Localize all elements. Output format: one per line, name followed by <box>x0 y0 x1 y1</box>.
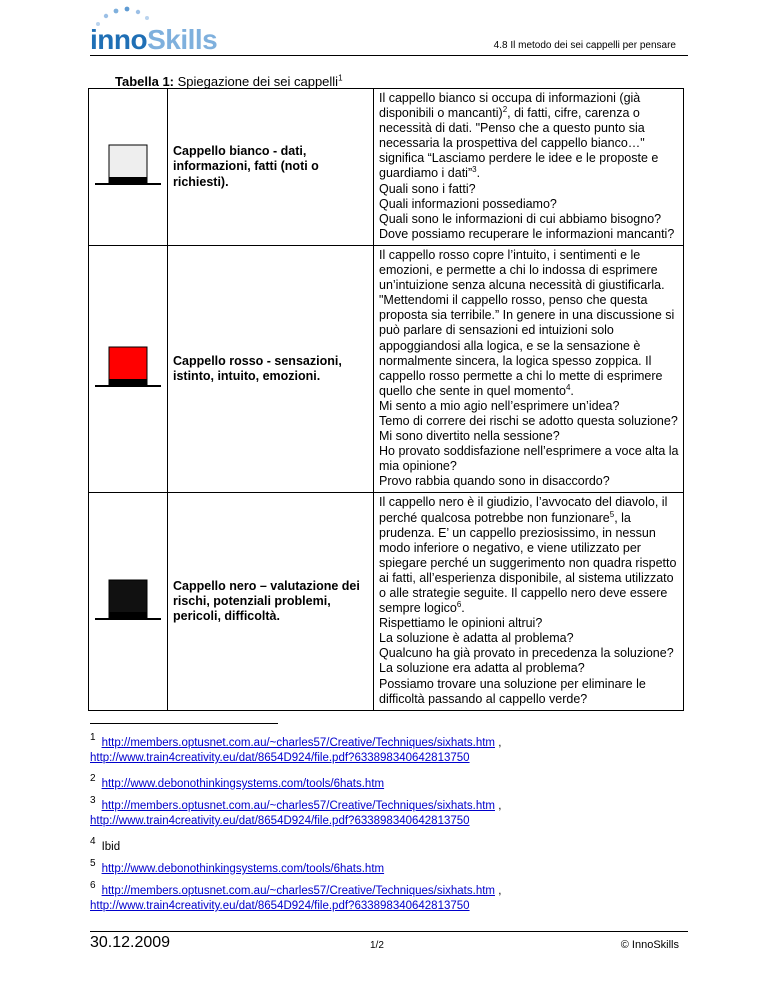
hat-description <box>374 493 684 710</box>
footnote <box>90 732 502 765</box>
footnote-number: 5 <box>90 858 96 869</box>
footnote-link[interactable]: http://www.train4creativity.eu/dat/8654D924/file.pdf?633898340642813750 <box>90 815 470 827</box>
description-text: Il cappello rosso copre l’intuito, i sentimenti e le emozioni, e permette a chi lo indossa di esprimere un’intuizione senza alcuna necessità di giustificarla. "Mettendomi il cappello rosso, penso che questa proposta sia terribile.” In genere in una discussione si può parlare di sensazioni ed intuizioni solo appoggiandosi alla logica, e se la sensazione è normalmente sincera, la logica spesso zoppica. Il cappello rosso permette a chi lo mette di esprimere quello che sente in quel momento <box>379 247 675 398</box>
hat-description <box>374 245 684 493</box>
description-line <box>379 631 679 646</box>
header-divider <box>90 55 688 56</box>
description-line <box>379 444 679 474</box>
description-text: Rispettiamo le opinioni altrui? <box>379 616 543 631</box>
description-text: Il cappello bianco si occupa di informazioni (già disponibili o mancanti) <box>379 91 641 121</box>
footnote-number: 1 <box>90 732 96 743</box>
description-line <box>379 677 679 707</box>
hat-icon <box>93 139 163 191</box>
footnote-ref: 5 <box>609 509 615 519</box>
footnote-ref: 6 <box>456 599 462 609</box>
description-line <box>379 429 679 444</box>
header-section-title: 4.8 Il metodo dei sei cappelli per pensare <box>493 40 676 51</box>
description-text: Mi sento a mio agio nell’esprimere un’idea? <box>379 398 620 413</box>
description-text: Ho provato soddisfazione nell’esprimere a voce alta la mia opinione? <box>379 444 679 474</box>
copyright: © InnoSkills <box>620 939 679 951</box>
description-line <box>379 212 679 227</box>
footnote <box>90 773 385 792</box>
footnote <box>90 858 385 877</box>
caption-footnote-ref: 1 <box>338 73 343 83</box>
footnote <box>90 880 502 913</box>
logo <box>90 26 217 54</box>
footnote-separator: , <box>495 737 502 749</box>
table-caption <box>115 74 343 89</box>
description-text: . <box>461 601 465 616</box>
footnote-text: Ibid <box>101 841 121 853</box>
description-text: Temo di correre dei rischi se adotto questa soluzione? <box>379 413 678 428</box>
footnote-link[interactable]: http://www.debonothinkingsystems.com/tools/6hats.htm <box>101 863 385 875</box>
footnote-divider <box>90 723 278 724</box>
description-text: . <box>476 166 481 181</box>
description-text: La soluzione è adatta al problema? <box>379 631 574 646</box>
footnote-link[interactable]: http://www.train4creativity.eu/dat/8654D924/file.pdf?633898340642813750 <box>90 900 470 912</box>
hat-name: Cappello nero – valutazione dei rischi, potenziali problemi, pericoli, difficoltà. <box>168 493 374 710</box>
description-line <box>379 248 679 399</box>
description-text: Possiamo trovare una soluzione per eliminare le difficoltà passando al cappello verde? <box>379 676 646 706</box>
description-line <box>379 182 679 197</box>
hat-name: Cappello bianco - dati, informazioni, fatti (noti o richiesti). <box>168 89 374 246</box>
hats-table <box>88 88 684 711</box>
description-text: Quali sono i fatti? <box>379 181 476 196</box>
hat-icon <box>93 341 163 393</box>
footnote-number: 3 <box>90 795 96 806</box>
footnote-number: 2 <box>90 773 96 784</box>
footnote-link[interactable]: http://www.debonothinkingsystems.com/tools/6hats.htm <box>101 778 385 790</box>
footnote-separator: , <box>495 885 502 897</box>
hat-icon-cell <box>89 89 168 246</box>
hat-row <box>89 89 684 246</box>
hat-icon-cell <box>89 493 168 710</box>
description-text: Mi sono divertito nella sessione? <box>379 429 560 444</box>
description-text: Quali sono le informazioni di cui abbiamo bisogno? <box>379 211 662 226</box>
description-line <box>379 616 679 631</box>
description-line <box>379 474 679 489</box>
hat-name: Cappello rosso - sensazioni, istinto, intuito, emozioni. <box>168 245 374 493</box>
description-text: , di fatti, cifre, carenza o necessità di dati. "Penso che a questo punto sia necessaria la prospettiva del cappello bianco…" significa “Lasciamo perdere le idee e le proposte e guardiamo i dati” <box>379 106 659 181</box>
logo-skills: Skills <box>147 24 218 55</box>
footer-date: 30.12.2009 <box>90 934 171 951</box>
description-line <box>379 197 679 212</box>
description-text: Il cappello nero è il giudizio, l’avvocato del diavolo, il perché qualcosa potrebbe non funzionare <box>379 495 668 525</box>
footnote-number: 6 <box>90 880 96 891</box>
description-line <box>379 399 679 414</box>
description-text: Dove possiamo recuperare le informazioni mancanti? <box>379 226 675 241</box>
description-text: , la prudenza. E’ un cappello preziosissimo, in nessun modo inferiore o negativo, e viene utilizzato per spiegare perché un suggerimento non quadra rispetto ai fatti, all’esperienza disponibile, al sistema utilizzato o alle strategie seguite. Il cappello nero deve essere sempre logico <box>379 510 677 616</box>
logo-inno: inno <box>90 24 148 55</box>
caption-text: Spiegazione dei sei cappelli <box>174 74 339 89</box>
footnote-link[interactable]: http://members.optusnet.com.au/~charles57/Creative/Techniques/sixhats.htm <box>101 737 495 749</box>
hat-row <box>89 245 684 493</box>
description-line <box>379 414 679 429</box>
description-text: Provo rabbia quando sono in disaccordo? <box>379 474 610 489</box>
hat-icon <box>93 574 163 626</box>
description-line <box>379 227 679 242</box>
footnote-number: 4 <box>90 836 96 847</box>
footnote <box>90 836 121 855</box>
caption-label: Tabella 1: <box>115 74 175 89</box>
footnote-ref: 4 <box>565 382 571 392</box>
hat-icon-cell <box>89 245 168 493</box>
description-line <box>379 495 679 616</box>
footnote-link[interactable]: http://members.optusnet.com.au/~charles57/Creative/Techniques/sixhats.htm <box>101 885 495 897</box>
hat-description <box>374 89 684 246</box>
footer-divider <box>90 931 688 932</box>
footnote-separator: , <box>495 800 502 812</box>
description-text: Qualcuno ha già provato in precedenza la soluzione? La soluzione era adatta al problema? <box>379 646 674 676</box>
hat-row <box>89 493 684 710</box>
description-text: . <box>570 383 574 398</box>
footnote-ref: 2 <box>502 104 508 114</box>
description-line <box>379 91 679 182</box>
footnote-link[interactable]: http://members.optusnet.com.au/~charles57/Creative/Techniques/sixhats.htm <box>101 800 495 812</box>
footnote <box>90 795 502 828</box>
footnote-ref: 3 <box>472 165 477 175</box>
footnote-link[interactable]: http://www.train4creativity.eu/dat/8654D924/file.pdf?633898340642813750 <box>90 752 470 764</box>
description-text: Quali informazioni possediamo? <box>379 196 557 211</box>
description-line <box>379 646 679 676</box>
page-number: 1/2 <box>370 940 384 951</box>
